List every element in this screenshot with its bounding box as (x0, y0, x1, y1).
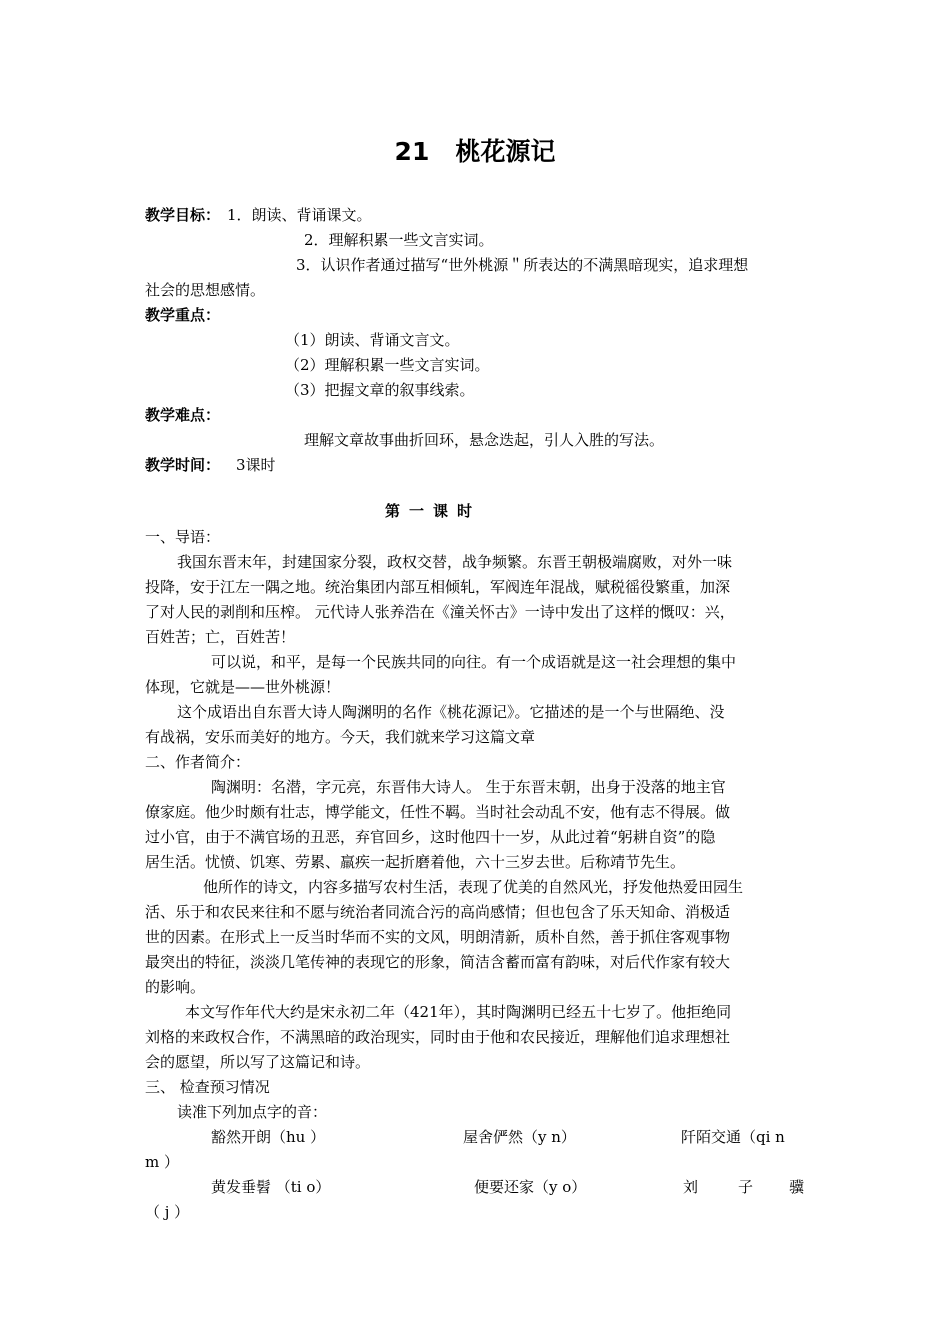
difficulty-label: 教学难点： (145, 406, 221, 424)
pronunciation-item-wrap: （ j ） (145, 1203, 190, 1221)
section3-heading: 三、 检查预习情况 (145, 1078, 270, 1096)
objective-1: 1．朗读、背诵课文。 (227, 206, 372, 224)
section2-line: 陶渊明：名潜，字元亮，东晋伟大诗人。 生于东晋末朝，出身于没落的地主官 (211, 778, 726, 796)
objective-2: 2．理解积累一些文言实词。 (304, 231, 494, 249)
objective-3-cont: 社会的思想感情。 (145, 281, 266, 299)
section2-line: 最突出的特征，淡淡几笔传神的表现它的形象，简洁含蓄而富有韵味，对后代作家有较大 (145, 953, 731, 971)
section2-line: 世的因素。在形式上一反当时华而不实的文风，明朗清新，质朴自然，善于抓住客观事物 (145, 928, 731, 946)
section1-line: 我国东晋末年，封建国家分裂，政权交替，战争频繁。东晋王朝极端腐败，对外一味 (177, 553, 733, 571)
pronunciation-item: 屋舍俨然（y n） (463, 1128, 576, 1146)
pronunciation-item: 黄发垂髫 （ti o） (211, 1178, 331, 1196)
pronunciation-char: 子 (738, 1178, 754, 1196)
pronunciation-char: 骥 (789, 1178, 805, 1196)
pronunciation-item-wrap: m ） (145, 1153, 179, 1171)
section1-heading: 一、导语： (145, 528, 221, 546)
section1-line: 投降，安于江左一隅之地。统治集团内部互相倾轧，军阀连年混战，赋税徭役繁重，加深 (145, 578, 731, 596)
pronunciation-char: 刘 (683, 1178, 699, 1196)
section1-line: 有战祸，安乐而美好的地方。今天，我们就来学习这篇文章 (145, 728, 536, 746)
keypoints-label: 教学重点： (145, 306, 221, 324)
time-value: 3课时 (236, 456, 276, 474)
time-label: 教学时间： (145, 456, 221, 474)
keypoint-2: （2）理解积累一些文言实词。 (285, 356, 490, 374)
pronunciation-item: 便要还家（y o） (474, 1178, 587, 1196)
section2-line: 会的愿望，所以写了这篇记和诗。 (145, 1053, 371, 1071)
objectives-label: 教学目标： (145, 206, 221, 224)
section1-line: 百姓苦；亡，百姓苦！ (145, 628, 296, 646)
section3-intro: 读准下列加点字的音： (177, 1103, 328, 1121)
section2-line: 活、乐于和农民来往和不愿与统治者同流合污的高尚感情；但也包含了乐天知命、消极适 (145, 903, 731, 921)
section1-line: 体现，它就是——世外桃源！ (145, 678, 341, 696)
section1-line: 可以说，和平，是每一个民族共同的向往。有一个成语就是这一社会理想的集中 (211, 653, 737, 671)
section2-line: 刘格的来政权合作，不满黑暗的政治现实，同时由于他和农民接近，理解他们追求理想社 (145, 1028, 731, 1046)
section2-line: 过小官，由于不满官场的丑恶，弃官回乡，这时他四十一岁，从此过着“躬耕自资”的隐 (145, 828, 716, 846)
section2-line: 本文写作年代大约是宋永初二年（421年），其时陶渊明已经五十七岁了。他拒绝同 (185, 1003, 732, 1021)
objective-3: 3．认识作者通过描写“世外桃源＂所表达的不满黑暗现实，追求理想 (296, 256, 749, 274)
page-title: 21 桃花源记 (394, 137, 556, 166)
keypoint-3: （3）把握文章的叙事线索。 (285, 381, 475, 399)
pronunciation-item: 豁然开朗（hu ） (211, 1128, 326, 1146)
section2-line: 他所作的诗文，内容多描写农村生活，表现了优美的自然风光，抒发他热爱田园生 (203, 878, 744, 896)
section1-line: 了对人民的剥削和压榨。 元代诗人张养浩在《潼关怀古》一诗中发出了这样的慨叹：兴， (145, 603, 735, 621)
section1-line: 这个成语出自东晋大诗人陶渊明的名作《桃花源记》。它描述的是一个与世隔绝、没 (177, 703, 725, 721)
keypoint-1: （1）朗读、背诵文言文。 (285, 331, 460, 349)
pronunciation-item: 阡陌交通（qi n (681, 1128, 785, 1146)
section2-heading: 二、作者简介： (145, 753, 251, 771)
difficulty-text: 理解文章故事曲折回环，悬念迭起，引人入胜的写法。 (304, 431, 665, 449)
section2-line: 的影响。 (145, 978, 206, 996)
section2-line: 僚家庭。他少时颇有壮志，博学能文，任性不羁。当时社会动乱不安，他有志不得展。做 (145, 803, 731, 821)
section2-line: 居生活。忧愤、饥寒、劳累、羸疾一起折磨着他，六十三岁去世。后称靖节先生。 (145, 853, 686, 871)
lesson-heading: 第一课时 (384, 502, 481, 520)
